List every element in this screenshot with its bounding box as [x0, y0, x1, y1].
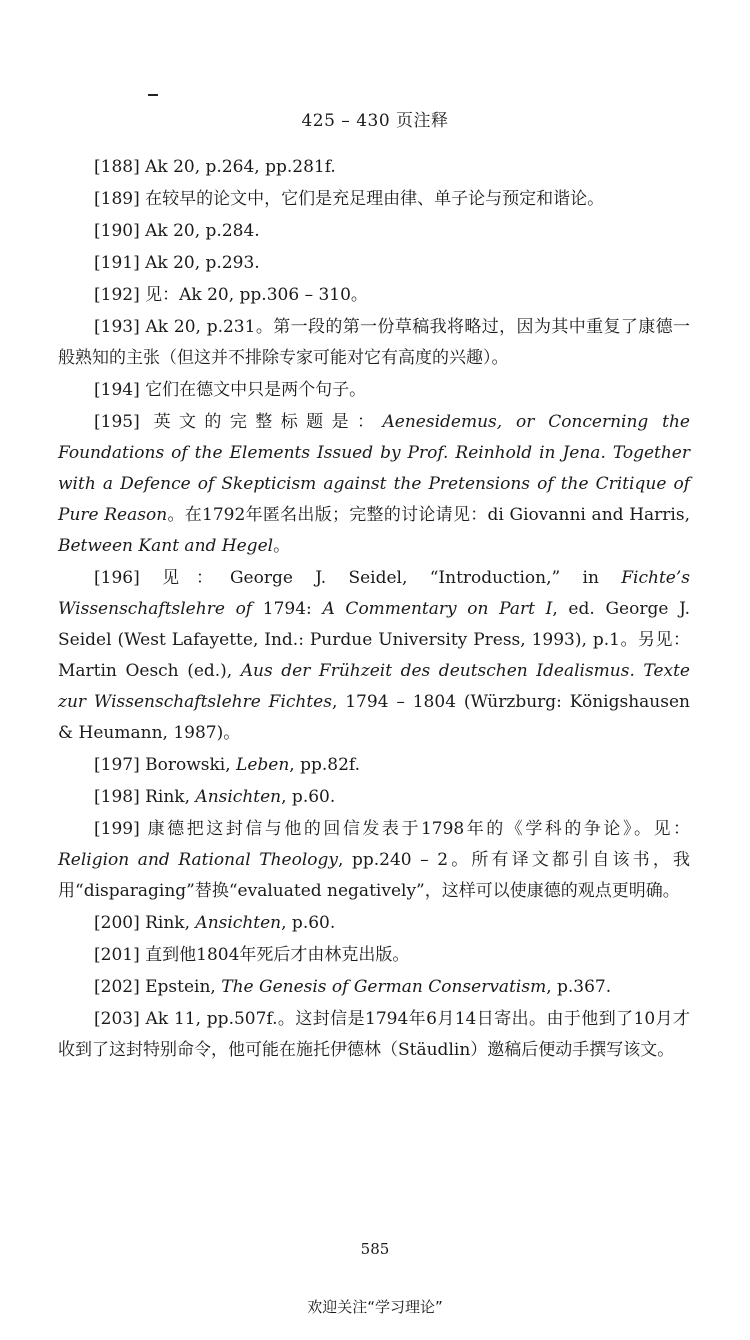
endnote: [194] 它们在德文中只是两个句子。 — [94, 380, 367, 400]
note-number: [203] — [94, 1009, 140, 1029]
note-number: [195] — [94, 412, 140, 432]
italic-title: Fichte’s Wissenschaftslehre of — [58, 568, 690, 619]
endnote: [197] Borowski, Leben, pp.82f. — [94, 755, 360, 775]
endnote: [203] Ak 11, pp.507f.。这封信是1794年6月14日寄出。由于他到了10月才收到了这封特别命令，他可能在施托伊德林（Stäudlin）邀稿后便动手撰写该文。 — [58, 1009, 690, 1060]
endnote: [200] Rink, Ansichten, p.60. — [94, 913, 336, 933]
italic-title: Between Kant and Hegel — [58, 536, 274, 556]
italic-title: Ansichten — [195, 787, 282, 807]
note-number: [194] — [94, 380, 140, 400]
italic-title: Aus der Frühzeit des deutschen Idealismus. Texte zur Wissenschaftslehre Fichtes — [58, 661, 690, 712]
endnote: [195] 英文的完整标题是：Aenesidemus, or Concerning the Foundations of the Elements Issued by Prof. Reinhold in Jena. Together with a Defence of Skepticism against the Pretensions of the Critique of Pure Reason。在1792年匿名出版；完整的讨论请见：di Giovanni and Harris, Between Kant and Hegel。 — [58, 412, 690, 556]
note-number: [201] — [94, 945, 140, 965]
scan-mark — [148, 94, 158, 96]
endnote: [201] 直到他1804年死后才由林克出版。 — [94, 945, 410, 965]
footer-watermark: 欢迎关注“学习理论” — [307, 1298, 443, 1316]
note-number: [192] — [94, 285, 140, 305]
note-number: [197] — [94, 755, 140, 775]
italic-title: Leben — [236, 755, 290, 775]
note-number: [193] — [94, 317, 140, 337]
italic-title: A Commentary on Part I — [322, 599, 553, 619]
endnotes-list — [58, 152, 690, 1067]
endnote: [199] 康德把这封信与他的回信发表于1798年的《学科的争论》。见：Religion and Rational Theology, pp.240 – 2。所有译文都引自该书，我用“disparaging”替换“evaluated negatively”，这样可以使康德的观点更明确。 — [58, 819, 691, 901]
note-number: [191] — [94, 253, 140, 273]
note-number: [202] — [94, 977, 140, 997]
note-number: [198] — [94, 787, 140, 807]
note-number: [199] — [94, 819, 140, 839]
endnote: [190] Ak 20, p.284. — [94, 221, 260, 241]
page-number: 585 — [360, 1240, 390, 1258]
endnote: [196] 见：George J. Seidel, “Introduction,” in Fichte’s Wissenschaftslehre of 1794: A Commentary on Part I, ed. George J. Seidel (West Lafayette, Ind.: Purdue University Press, 1993), p.1。另见：Martin Oesch (ed.), Aus der Frühzeit des deutschen Idealismus. Texte zur Wissenschaftslehre Fichtes, 1794 – 1804 (Würzburg: Königshausen & Heumann, 1987)。 — [58, 568, 690, 743]
note-number: [196] — [94, 568, 140, 588]
note-number: [200] — [94, 913, 140, 933]
endnote: [192] 见：Ak 20, pp.306 – 310。 — [94, 285, 368, 305]
note-number: [189] — [94, 189, 140, 209]
italic-title: Religion and Rational Theology — [58, 850, 338, 870]
italic-title: Aenesidemus, or Concerning the Foundations of the Elements Issued by Prof. Reinhold in Jena. Together with a Defence of Skepticism against the Pretensions of the Critique of Pure Reason — [58, 412, 690, 525]
endnote: [188] Ak 20, p.264, pp.281f. — [94, 157, 336, 177]
page-header: 425 – 430 页注释 — [301, 111, 449, 131]
note-number: [188] — [94, 157, 140, 177]
endnote: [198] Rink, Ansichten, p.60. — [94, 787, 336, 807]
endnote: [189] 在较早的论文中，它们是充足理由律、单子论与预定和谐论。 — [94, 189, 605, 209]
endnote: [191] Ak 20, p.293. — [94, 253, 260, 273]
endnote: [193] Ak 20, p.231。第一段的第一份草稿我将略过，因为其中重复了康德一般熟知的主张（但这并不排除专家可能对它有高度的兴趣）。 — [58, 317, 691, 368]
note-number: [190] — [94, 221, 140, 241]
italic-title: Ansichten — [195, 913, 282, 933]
italic-title: The Genesis of German Conservatism — [221, 977, 547, 997]
endnote: [202] Epstein, The Genesis of German Conservatism, p.367. — [94, 977, 612, 997]
